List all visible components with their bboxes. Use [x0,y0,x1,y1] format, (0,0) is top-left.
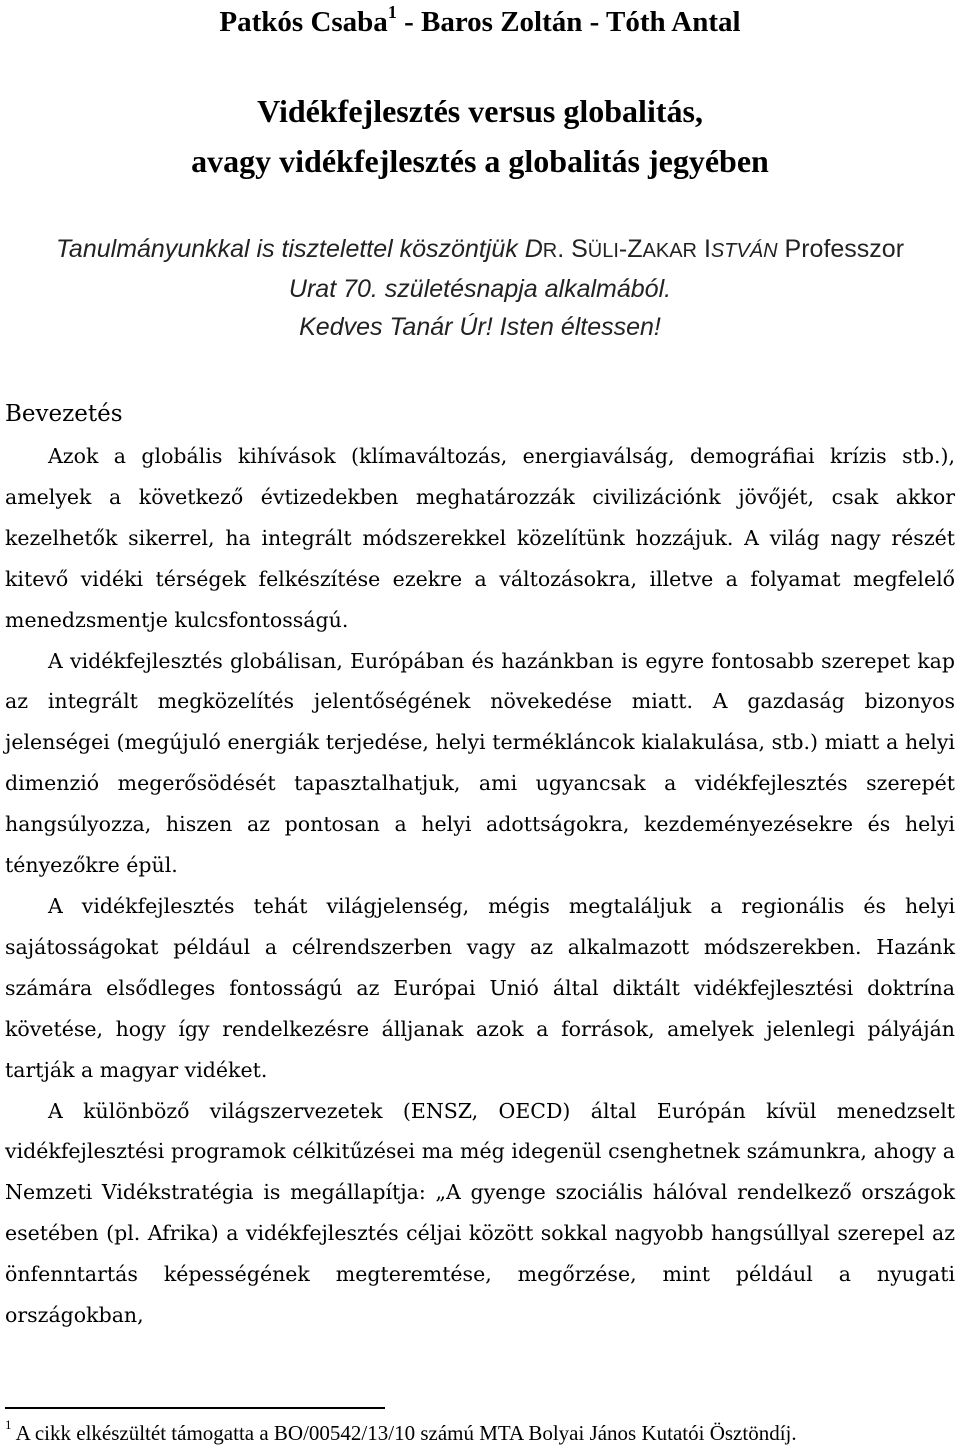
dedication-line-2: Urat 70. születésnapja alkalmából. [288,275,672,303]
author-footnote-marker[interactable]: 1 [387,2,397,23]
dedication-text: . S [557,235,588,263]
dedication-line-1 [0,230,960,270]
article-title [0,86,960,186]
footnote-marker: 1 [5,1417,12,1432]
title-line-1: Vidékfejlesztés versus globalitás, [257,93,703,129]
dedication-text: AKAR [642,240,697,262]
paragraph: A vidékfejlesztés globálisan, Európában és hazánkban is egyre fontosabb szerepet kap az integrált megközelítés jelentőségének növekedése miatt. A gazdaság bizonyos jelenségei (megújuló energiák terjedése, helyi termékláncok kialakulása, stb.) miatt a helyi dimenzió megerősödését tapasztalhatjuk, ami ugyancsak a vidékfejlesztés szerepét hangsúlyozza, hiszen az pontosan a helyi adottságokra, kezdeményezésekre és helyi tényezőkre épül. [5,648,955,878]
dedication-text: Professzor [777,235,905,263]
dedication-text: I [697,235,711,263]
footnote [5,1418,797,1448]
dedication-text: Tanulmányunkkal is tisztelettel köszöntjük D [55,235,543,263]
footnote-text: A cikk elkészültét támogatta a BO/00542/13/10 számú MTA Bolyai János Kutatói Ösztöndíj. [11,1421,797,1445]
title-line-2: avagy vidékfejlesztés a globalitás jegyében [191,143,769,179]
authors-first: Patkós Csaba [219,6,388,38]
dedication-text: R [542,240,558,262]
authors-line [0,2,960,42]
dedication-text: STVÁN [710,240,778,262]
paragraph: A vidékfejlesztés tehát világjelenség, mégis megtaláljuk a regionális és helyi sajátosságokat például a célrendszerben vagy az alkalmazott módszerekben. Hazánk számára elsődleges fontosságú az Európai Unió által diktált vidékfejlesztési doktrína követése, hogy így rendelkezésre álljanak azok a források, amelyek jelenlegi pályáján tartják a magyar vidéket. [5,893,955,1082]
footnote-divider [5,1407,385,1409]
paragraph: Azok a globális kihívások (klímaváltozás, energiaválság, demográfiai krízis stb.), amelyek a következő évtizedekben meghatározzák civilizációnk jövőjét, csak akkor kezelhetők sikerrel, ha integrált módszerekkel közelítünk hozzájuk. A világ nagy részét kitevő vidéki térségek felkészítése ezekre a változásokra, illetve a folyamat megfelelő menedzsmentje kulcsfontosságú. [5,444,955,632]
body-text [5,436,955,1336]
section-heading: Bevezetés [5,401,123,427]
dedication-line-3: Kedves Tanár Úr! Isten éltessen! [299,313,661,341]
dedication-text: ÜLI [587,240,619,262]
dedication [0,230,960,346]
paragraph: A különböző világszervezetek (ENSZ, OECD) által Európán kívül menedzselt vidékfejlesztési programok célkitűzései ma még idegenül csenghetnek számunkra, ahogy a Nemzeti Vidékstratégia is megállapítja: „A gyenge szociális hálóval rendelkező országok esetében (pl. Afrika) a vidékfejlesztés céljai között sokkal nagyobb hangsúllyal szerepel az önfenntartás képességének megteremtése, megőrzése, mint például a nyugati országokban, [5,1098,955,1328]
authors-rest: - Baros Zoltán - Tóth Antal [396,6,741,38]
dedication-text: -Z [618,235,643,263]
